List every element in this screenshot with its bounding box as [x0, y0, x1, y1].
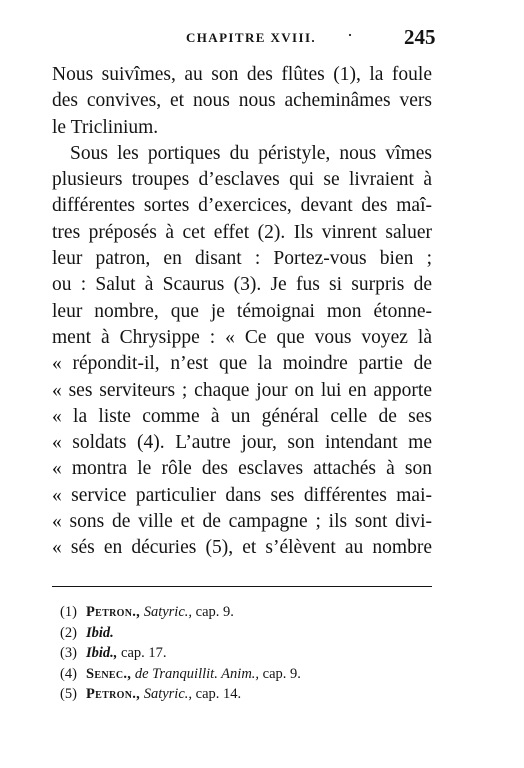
- text-line: le Triclinium.: [52, 116, 159, 138]
- text-line: « service particulier dans ses différentes mai-: [52, 484, 432, 506]
- footnote-number: (2): [60, 624, 77, 641]
- text-line: « sés en décuries (5), et s’élèvent au nombre: [52, 537, 432, 559]
- text-line: ment à Chrysippe : « Ce que vous voyez là: [52, 326, 432, 348]
- footnote-number: (5): [60, 686, 77, 703]
- footnote-3: [60, 643, 440, 664]
- footnote-author: Senec.,: [86, 665, 132, 682]
- text-line: ou : Salut à Scaurus (3). Je fus si surpris de: [52, 274, 432, 296]
- text-line: « ses serviteurs ; chaque jour on lui en apporte: [52, 379, 432, 401]
- footnotes: [60, 602, 440, 705]
- footnote-number: (3): [60, 645, 77, 662]
- footnote-work: Satyric.,: [143, 686, 193, 703]
- footnote-ref: cap. 14.: [195, 686, 242, 703]
- footnote-work: de Tranquillit. Anim.,: [134, 665, 260, 682]
- footnote-author: Petron.,: [86, 686, 141, 703]
- footnote-ref: cap. 9.: [262, 665, 301, 682]
- text-line: « sons de ville et de campagne ; ils sont divi-: [52, 511, 432, 533]
- text-line: « répondit-il, n’est que la moindre partie de: [52, 353, 432, 375]
- text-line: Nous suivîmes, au son des flûtes (1), la foule: [52, 64, 432, 85]
- text-line: des convives, et nous nous acheminâmes vers: [52, 90, 432, 112]
- header-dot: ·: [347, 25, 353, 45]
- footnote-number: (1): [60, 604, 77, 620]
- text-line: leur patron, en disant : Portez-vous bien ;: [52, 248, 432, 270]
- footnote-ibid: Ibid.: [86, 624, 114, 641]
- text-line: plusieurs troupes d’esclaves qui se livraient à: [52, 169, 432, 191]
- text-line: « soldats (4). L’autre jour, son intendant me: [52, 432, 432, 454]
- footnote-number: (4): [60, 665, 77, 682]
- footnote-ref: cap. 9.: [195, 604, 234, 620]
- footnote-1: [60, 602, 440, 623]
- text-line: différentes sortes d’exercices, devant des maî-: [52, 195, 432, 217]
- footnote-5: [60, 684, 440, 705]
- text-line: « montra le rôle des esclaves attachés à son: [52, 458, 432, 480]
- text-line: leur nombre, que je témoignai mon étonne-: [52, 300, 432, 322]
- running-head: [0, 25, 524, 54]
- footnote-ibid: Ibid.,: [86, 645, 118, 662]
- page-number: 245: [404, 25, 436, 49]
- chapter-title: CHAPITRE XVIII.: [186, 30, 317, 45]
- text-line: tres préposés à cet effet (2). Ils vinrent saluer: [52, 221, 432, 243]
- footnote-author: Petron.,: [86, 604, 141, 620]
- footnote-work: Satyric.,: [143, 604, 193, 620]
- footnote-ref: cap. 17.: [121, 645, 167, 662]
- footnote-2: [60, 623, 440, 644]
- footnote-rule: [52, 586, 432, 587]
- footnote-4: [60, 664, 440, 685]
- text-line: « la liste comme à un général celle de ses: [52, 405, 432, 427]
- text-line: Sous les portiques du péristyle, nous vîmes: [70, 142, 432, 164]
- body-text: [52, 62, 432, 562]
